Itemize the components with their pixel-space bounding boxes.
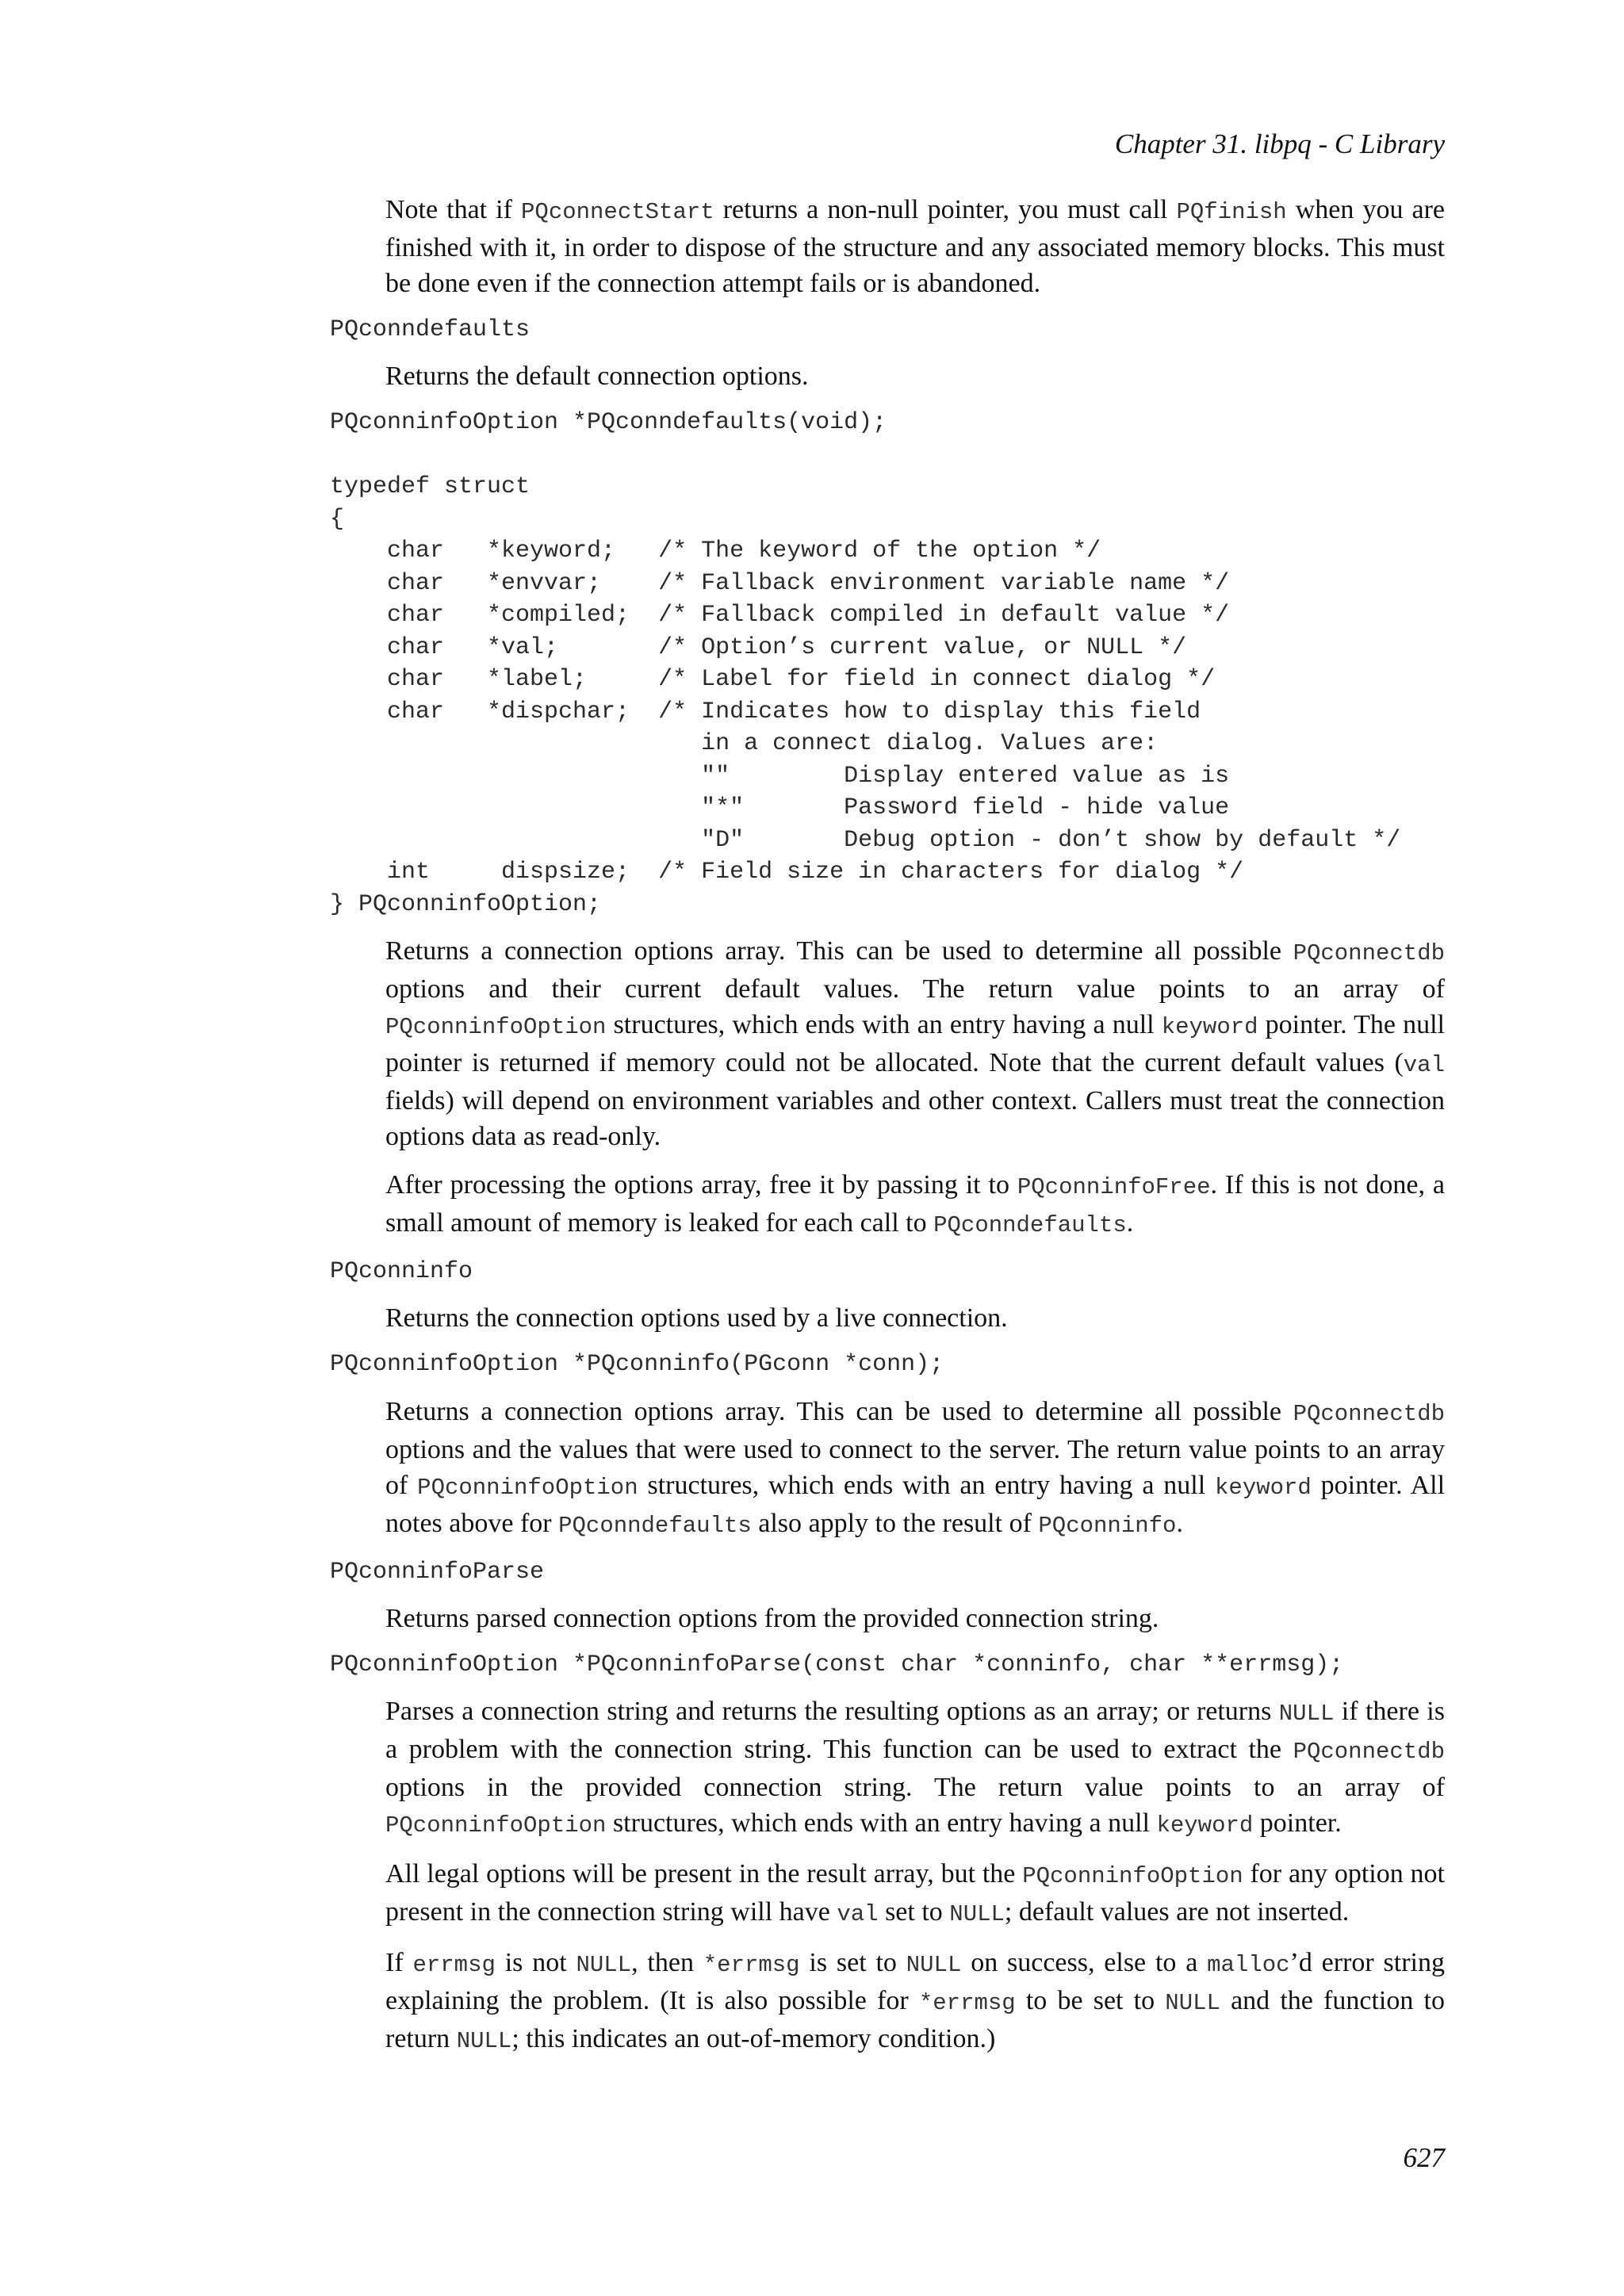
pqconninfo-description	[385, 1394, 1445, 1544]
inline-code: *errmsg	[703, 1952, 800, 1978]
inline-code: PQconndefaults	[558, 1512, 752, 1539]
text-run: structures, which ends with an entry having a null	[638, 1470, 1216, 1500]
inline-code: NULL	[1165, 1990, 1220, 2016]
inline-code: PQconnectdb	[1293, 1400, 1445, 1427]
pqconninfo-code-block: PQconninfoOption *PQconninfo(PGconn *conn);	[330, 1351, 944, 1378]
pqconninfoparse-legal-options	[385, 1856, 1445, 1932]
term-pqconndefaults: PQconndefaults	[330, 316, 530, 343]
inline-code: NULL	[456, 2028, 512, 2054]
text-run: pointer. The null pointer is returned if memory could not be allocated. Note that the current default values (	[385, 1010, 1445, 1077]
text-run: Returns a connection options array. This can be used to determine all possible	[385, 936, 1293, 966]
inline-code: PQconndefaults	[933, 1212, 1127, 1238]
text-run: structures, which ends with an entry having a null	[606, 1010, 1162, 1039]
inline-code: NULL	[576, 1952, 632, 1978]
text-run: also apply to the result of	[751, 1508, 1039, 1538]
page-content	[330, 192, 1445, 2072]
text-run: returns a non-null pointer, you must call	[714, 195, 1177, 224]
inline-code: PQconnectStart	[521, 199, 714, 225]
pqconndefaults-description	[385, 933, 1445, 1154]
text-run: . If this is not done, a small amount of memory is leaked for each call to	[385, 1170, 1445, 1238]
text-run: is not	[495, 1948, 576, 1977]
pqconninfoparse-code-block: PQconninfoOption *PQconninfoParse(const char *conninfo, char **errmsg);	[330, 1651, 1344, 1678]
inline-code: PQfinish	[1176, 199, 1287, 225]
inline-code: keyword	[1161, 1014, 1258, 1040]
inline-code: NULL	[906, 1952, 962, 1978]
text-run: All legal options will be present in the result array, but the	[385, 1859, 1023, 1888]
page-number: 627	[1403, 2142, 1445, 2173]
term-pqconninfoparse: PQconninfoParse	[330, 1558, 545, 1586]
inline-code: val	[837, 1901, 879, 1927]
pqconndefaults-free-note	[385, 1167, 1445, 1243]
text-run: to be set to	[1015, 1986, 1166, 2015]
text-run: for any option not present in the connection string will have	[385, 1859, 1446, 1927]
text-run: fields) will depend on environment variables and other context. Callers must treat the connection options data as read-only.	[385, 1086, 1445, 1151]
text-run: if there is a problem with the connection string. This function can be used to extract the	[385, 1697, 1445, 1764]
text-run: options in the provided connection string. The return value points to an array of	[385, 1773, 1445, 1802]
inline-code: PQconninfoFree	[1017, 1174, 1211, 1200]
text-run: .	[1126, 1208, 1134, 1238]
inline-code: malloc	[1207, 1952, 1290, 1978]
text-run: pointer.	[1253, 1808, 1342, 1838]
inline-code: NULL	[949, 1901, 1005, 1927]
text-run: ; default values are not inserted.	[1004, 1897, 1350, 1927]
pqconninfoparse-summary: Returns parsed connection options from the provided connection string.	[385, 1603, 1159, 1633]
pqconninfoparse-description	[385, 1693, 1445, 1843]
inline-code: errmsg	[412, 1952, 496, 1978]
text-run: ’d error string explaining the problem. (It is also possible for	[385, 1948, 1445, 2015]
text-run: Returns a connection options array. This can be used to determine all possible	[385, 1396, 1293, 1426]
inline-code: PQconninfoOption	[1022, 1863, 1243, 1889]
inline-code: PQconnectdb	[1293, 940, 1445, 966]
inline-code: PQconninfoOption	[385, 1014, 607, 1040]
inline-code: keyword	[1215, 1474, 1312, 1501]
text-run: structures, which ends with an entry having a null	[606, 1808, 1157, 1838]
inline-code: NULL	[1278, 1701, 1335, 1727]
pqconninfoparse-errmsg	[385, 1945, 1445, 2059]
pqconndefaults-summary: Returns the default connection options.	[385, 362, 809, 391]
text-run: and the function to return	[385, 1986, 1445, 2053]
text-run: pointer. All notes above for	[385, 1470, 1446, 1538]
term-pqconninfo: PQconninfo	[330, 1258, 473, 1285]
text-run: After processing the options array, free it by passing it to	[385, 1170, 1017, 1200]
text-run: on success, else to a	[961, 1948, 1208, 1977]
text-run: If	[385, 1948, 413, 1977]
pqconninfo-summary: Returns the connection options used by a live connection.	[385, 1303, 1008, 1333]
pqconndefaults-code-block: PQconninfoOption *PQconndefaults(void); typedef struct { char *keyword; /* The keyword of the option */ char *envvar; /* Fallback environment variable name */ char *compiled; /* Fallback compiled in default value */ char *val; /* Option’s current value, or NULL */ char *label; /* Label for field in connect dialog */ char *dispchar; /* Indicates how to display this field in a connect dialog. Values are: "" Display entered value as is "*" Password field - hide value "D" Debug option - don’t show by default */ int dispsize; /* Field size in characters for dialog */ } PQconninfoOption;	[330, 409, 1401, 918]
text-run: is set to	[799, 1948, 906, 1977]
text-run: Parses a connection string and returns the resulting options as an array; or returns	[385, 1697, 1279, 1726]
inline-code: *errmsg	[918, 1990, 1016, 2016]
text-run: ; this indicates an out-of-memory condition.)	[511, 2024, 996, 2053]
text-run: .	[1176, 1508, 1183, 1538]
inline-code: PQconnectdb	[1293, 1739, 1445, 1765]
inline-code: val	[1403, 1052, 1445, 1078]
running-header: Chapter 31. libpq - C Library	[1114, 128, 1445, 159]
text-run: Note that if	[385, 195, 522, 224]
text-run: set to	[878, 1897, 950, 1927]
text-run: when you are finished with it, in order to dispose of the structure and any associated memory blocks. This must be done even if the connection attempt fails or is abandoned.	[385, 195, 1445, 298]
text-run: options and their current default values. The return value points to an array of	[385, 974, 1445, 1004]
text-run: , then	[631, 1948, 703, 1977]
inline-code: PQconninfoOption	[385, 1812, 607, 1839]
text-run: options and the values that were used to connect to the server. The return value points to an array of	[385, 1434, 1445, 1500]
inline-code: keyword	[1156, 1812, 1254, 1839]
inline-code: PQconninfo	[1038, 1512, 1177, 1539]
inline-code: PQconninfoOption	[417, 1474, 638, 1501]
intro-paragraph	[385, 192, 1445, 301]
